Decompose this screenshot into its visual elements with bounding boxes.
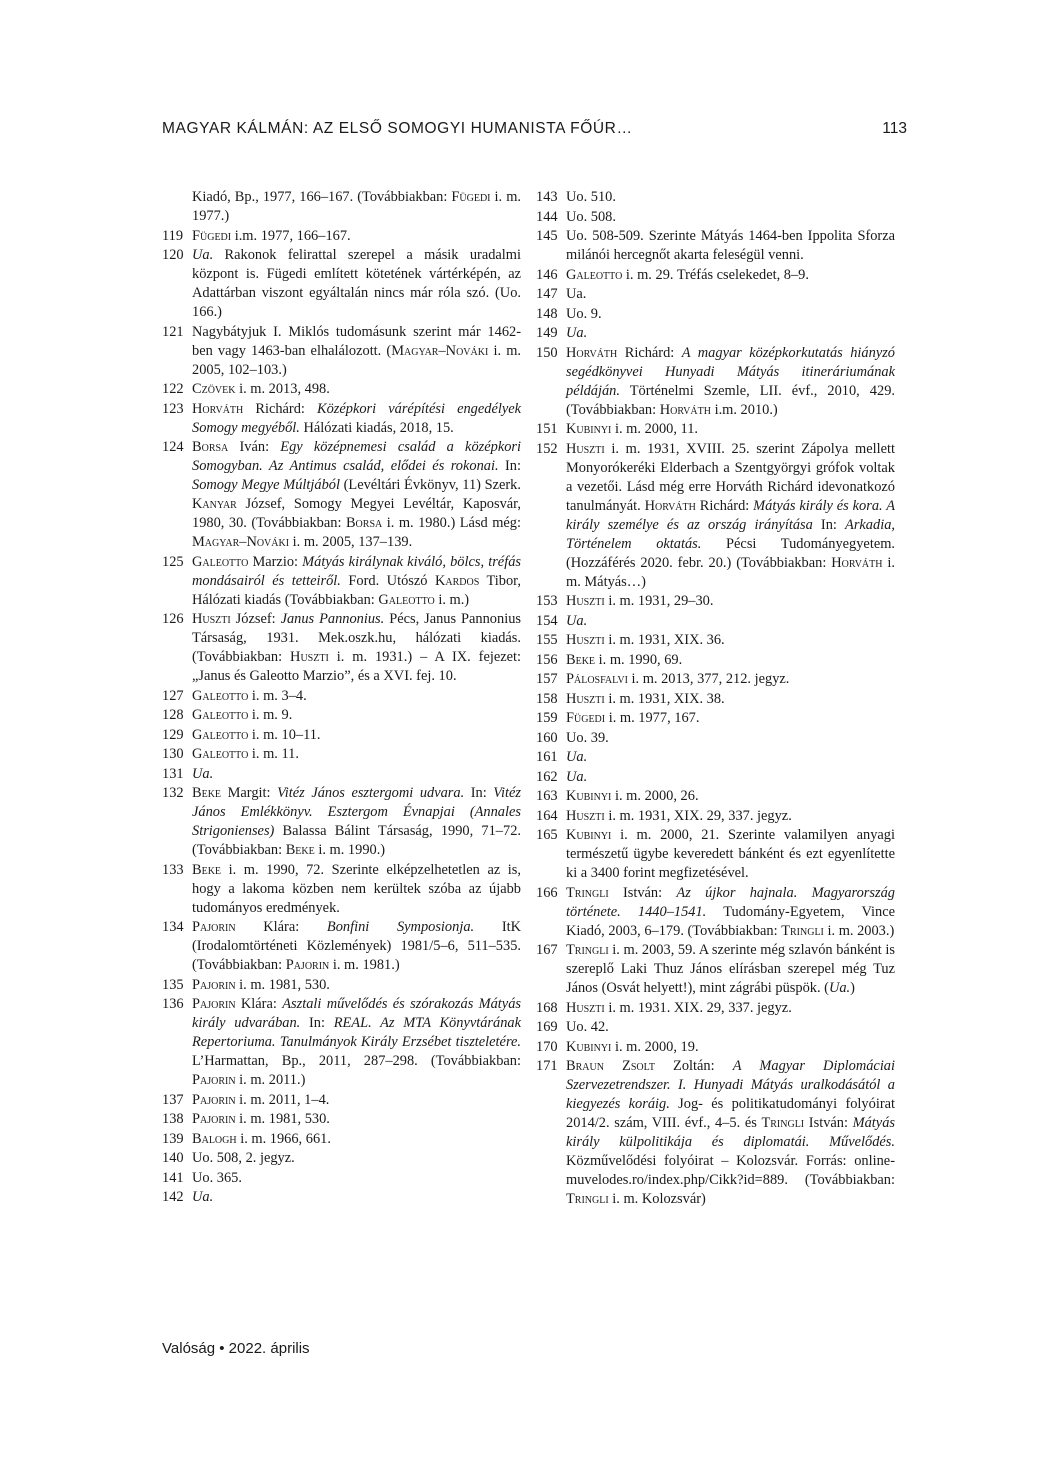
footnote-text: Fügedi i. m. 1977, 167.: [566, 710, 700, 726]
footnote: [536, 670, 895, 689]
footnote-number: 135: [162, 976, 184, 993]
footnote: [162, 1169, 521, 1188]
footnote-text: Pajorin i. m. 1981, 530.: [192, 976, 330, 993]
footnote-number: 139: [162, 1130, 184, 1147]
footnote-number: 151: [536, 421, 558, 437]
footnote-number: 158: [536, 690, 558, 707]
footnote: [162, 765, 521, 784]
footnote: [536, 787, 895, 806]
footnote: [162, 610, 521, 686]
footnote: [536, 729, 895, 748]
footnote-number: 155: [536, 632, 558, 648]
footnote: [162, 1149, 521, 1168]
footnote-number: 162: [536, 768, 558, 785]
footnote-number: 157: [536, 671, 558, 687]
footnote-text: Galeotto i. m. 9.: [192, 707, 293, 723]
footnote-number: 171: [536, 1058, 558, 1074]
footnote-number: 143: [536, 189, 558, 205]
footnote: [162, 188, 521, 226]
footnote-text: Ua.: [566, 286, 587, 302]
footnote-number: 168: [536, 999, 558, 1016]
footnote: [536, 807, 895, 826]
footnote-text: Czövek i. m. 2013, 498.: [192, 381, 330, 397]
footnote-number: 124: [162, 439, 184, 455]
footnote-number: 163: [536, 788, 558, 804]
footnote-text: Horváth Richárd: Középkori várépítési engedélyek Somogy megyéből. Hálózati kiadás, 2018, 15.: [192, 400, 521, 436]
footnote: [162, 323, 521, 380]
footnote-text: Kubinyi i. m. 2000, 21. Szerinte valamilyen anyagi természetű ügybe keveredett bánként és ezt egyenlítette ki a 3400 forint megfizetésével.: [566, 827, 895, 881]
footnote: [162, 918, 521, 975]
footnote-text: Balogh i. m. 1966, 661.: [192, 1130, 331, 1147]
footnote-text: Fügedi i.m. 1977, 166–167.: [192, 227, 351, 244]
footnote-text: Beke i. m. 1990, 72. Szerinte elképzelhetetlen az is, hogy a lakoma közben nem kerültek szóba az újabb tudományos eredmények.: [192, 861, 521, 916]
footnote: [162, 976, 521, 995]
page-footer: Valóság • 2022. április: [162, 1340, 310, 1357]
footnote-number: 126: [162, 611, 184, 627]
footnote-number: 133: [162, 861, 184, 878]
footnote: [536, 440, 895, 592]
footnote-text: Ua.: [192, 765, 214, 782]
footnote-text: Beke Margit: Vitéz János esztergomi udvara. In: Vitéz János Emlékkönyv. Esztergom Évnapjai (Annales Strigonienses) Balassa Bálint Társaság, 1990, 71–72. (Továbbiakban: Beke i. m. 1990.): [192, 785, 521, 858]
footnote-text: Pajorin i. m. 2011, 1–4.: [192, 1091, 330, 1108]
footnote-number: 164: [536, 807, 558, 824]
footnote: [536, 266, 895, 285]
footnote-text: Uo. 365.: [192, 1169, 242, 1186]
footnote-number: 170: [536, 1038, 558, 1055]
footnote-number: 119: [162, 227, 184, 244]
footnote: [536, 1038, 895, 1057]
footnote-number: 147: [536, 286, 558, 302]
footnote: [536, 631, 895, 650]
footnote: [162, 745, 521, 764]
running-header: [162, 120, 907, 144]
footnote: [536, 344, 895, 420]
footnote-text: Huszti i. m. 1931, XVIII. 25. szerint Zápolya mellett Monyorókeréki Elderbach a Szentgyörgyi grófok voltak a vezetői. Lásd még erre Horváth Richárd idevonatkozó tanulmányát. Horváth Richárd: Mátyás király és kora. A király személye és az ország irányítása In: Arkadia, Történelem oktatás. Pécsi Tudományegyetem. (Hozzáférés 2020. febr. 20.) (Továbbiakban: Horváth i. m. Mátyás…): [566, 440, 895, 590]
footnote-number: 127: [162, 687, 184, 704]
footnote-text: Horváth Richárd: A magyar középkorkutatás hiányzó segédkönyvei Hunyadi Mátyás itineráriumának példáján. Történelmi Szemle, LII. évf., 2010, 429. (Továbbiakban: Horváth i.m. 2010.): [566, 344, 895, 418]
footnote: [536, 826, 895, 883]
footnote: [162, 1091, 521, 1110]
footnote: [162, 553, 521, 610]
footnote-text: Pajorin Klára: Bonfini Symposionja. ItK (Irodalomtörténeti Közlemények) 1981/5–6, 511–535. (Továbbiakban: Pajorin i. m. 1981.): [192, 919, 521, 973]
page-number: 113: [882, 120, 907, 137]
footnote-number: 149: [536, 325, 558, 341]
footnote-text: Huszti i. m. 1931. XIX. 29, 337. jegyz.: [566, 999, 792, 1016]
footnote-number: 125: [162, 553, 184, 570]
footnote: [162, 227, 521, 246]
footnote-text: Pajorin i. m. 1981, 530.: [192, 1111, 330, 1127]
footnote-text: Uo. 9.: [566, 305, 602, 322]
footnote-number: 137: [162, 1091, 184, 1108]
footnote: [536, 999, 895, 1018]
footnote: [162, 438, 521, 552]
footnote-text: Beke i. m. 1990, 69.: [566, 651, 683, 668]
footnote: [536, 612, 895, 631]
footnote: [536, 285, 895, 304]
footnote-text: Borsa Iván: Egy középnemesi család a középkori Somogyban. Az Antimus család, elődei és rokonai. In: Somogy Megye Múltjából (Levéltári Évkönyv, 11) Szerk. Kanyar József, Somogy Megyei Levéltár, Kaposvár, 1980, 30. (Továbbiakban: Borsa i. m. 1980.) Lásd még: Magyar–Nováki i. m. 2005, 137–139.: [192, 439, 522, 550]
footnote-number: 138: [162, 1111, 184, 1127]
footnote-text: Kiadó, Bp., 1977, 166–167. (Továbbiakban: Fügedi i. m. 1977.): [192, 189, 521, 224]
footnote: [536, 420, 895, 439]
footnote: [536, 592, 895, 611]
footnote-number: 146: [536, 266, 558, 283]
footnotes-right-column: [536, 188, 895, 1210]
footnote-number: 144: [536, 208, 558, 225]
footnote-text: Huszti i. m. 1931, XIX. 36.: [566, 632, 725, 648]
footnote-number: 165: [536, 827, 558, 843]
footnotes-left-column: [162, 188, 521, 1208]
footnote-text: Galeotto i. m. 3–4.: [192, 687, 307, 704]
footnote-text: Ua.: [566, 768, 588, 785]
footnote-text: Ua.: [566, 325, 588, 341]
footnote: [536, 227, 895, 265]
footnote: [162, 400, 521, 438]
footnote-text: Kubinyi i. m. 2000, 26.: [566, 788, 699, 804]
footnote-number: 123: [162, 400, 184, 417]
footnote-number: 154: [536, 612, 558, 629]
footnote-number: 121: [162, 323, 184, 340]
footnote-number: 130: [162, 746, 184, 762]
footnote: [162, 995, 521, 1090]
footnote-text: Galeotto i. m. 11.: [192, 746, 299, 762]
footnote-text: Huszti i. m. 1931, XIX. 29, 337. jegyz.: [566, 807, 792, 824]
running-title: MAGYAR KÁLMÁN: AZ ELSŐ SOMOGYI HUMANISTA FŐÚR…: [162, 120, 633, 137]
footnote-number: 159: [536, 710, 558, 726]
footnote: [162, 380, 521, 399]
footnote: [536, 324, 895, 343]
footnote: [536, 748, 895, 767]
footnote-number: 152: [536, 440, 558, 457]
footnote-text: Pálosfalvi i. m. 2013, 377, 212. jegyz.: [566, 671, 790, 687]
footnote-text: Ua.: [566, 612, 588, 629]
footnote: [536, 208, 895, 227]
footnote-number: 128: [162, 707, 184, 723]
footnote: [162, 726, 521, 745]
footnote-number: 145: [536, 228, 558, 244]
footnote: [536, 1018, 895, 1037]
footnote: [536, 188, 895, 207]
footnote: [162, 687, 521, 706]
footnote-text: Ua.: [192, 1189, 214, 1205]
footnote-number: 142: [162, 1189, 184, 1205]
footnote: [536, 884, 895, 941]
footnote-text: Kubinyi i. m. 2000, 11.: [566, 421, 699, 437]
footnote-number: 161: [536, 749, 558, 765]
footnote-number: 169: [536, 1019, 558, 1035]
footnote-text: Uo. 508.: [566, 208, 616, 225]
footnote-number: 148: [536, 305, 558, 322]
footnote-text: Galeotto i. m. 10–11.: [192, 726, 321, 743]
footnote: [536, 709, 895, 728]
footnote: [162, 861, 521, 918]
footnote: [162, 246, 521, 322]
footnote-text: Huszti i. m. 1931, 29–30.: [566, 593, 714, 609]
footnote: [536, 768, 895, 787]
footnote-text: Pajorin Klára: Asztali művelődés és szórakozás Mátyás király udvarában. In: REAL. Az MTA Könyvtárának Repertoriuma. Tanulmányok Király Erzsébet tiszteletére. L’Harmattan, Bp., 2011, 287–298. (Továbbiakban: Pajorin i. m. 2011.): [192, 996, 521, 1088]
footnote-text: Uo. 42.: [566, 1019, 609, 1035]
footnote-text: Uo. 508-509. Szerinte Mátyás 1464-ben Ippolita Sforza milánói hercegnőt akarta feleségül venni.: [566, 228, 895, 263]
footnote-text: Huszti József: Janus Pannonius. Pécs, Janus Pannonius Társaság, 1931. Mek.oszk.hu, hálózati kiadás. (Továbbiakban: Huszti i. m. 1931.) – A IX. fejezet: „Janus és Galeotto Marzio”, és a XVI. fej. 10.: [192, 611, 522, 684]
footnote-number: 153: [536, 593, 558, 609]
footnote-text: Tringli István: Az újkor hajnala. Magyarország története. 1440–1541. Tudomány-Egyetem, Vince Kiadó, 2003, 6–179. (Továbbiakban: Tringli i. m. 2003.): [566, 884, 895, 939]
footnote-number: 140: [162, 1150, 184, 1166]
footnote: [162, 1110, 521, 1129]
footnote-text: Nagybátyjuk I. Miklós tudomásunk szerint már 1462-ben vagy 1463-ban elhalálozott. (Magyar–Nováki i. m. 2005, 102–103.): [192, 323, 521, 378]
footnote: [162, 784, 521, 860]
footnote-number: 136: [162, 996, 184, 1012]
footnote: [536, 941, 895, 998]
footnote-text: Uo. 510.: [566, 189, 616, 205]
footnote-number: 129: [162, 726, 184, 743]
footnote-number: 132: [162, 785, 184, 801]
footnote: [536, 305, 895, 324]
footnote-number: 122: [162, 381, 184, 397]
footnote: [162, 706, 521, 725]
footnote: [162, 1130, 521, 1149]
footnote-number: 141: [162, 1169, 184, 1186]
footnote-text: Galeotto i. m. 29. Tréfás cselekedet, 8–9.: [566, 266, 809, 283]
footnote-text: Huszti i. m. 1931, XIX. 38.: [566, 690, 725, 707]
footnote: [162, 1188, 521, 1207]
footnote-number: 150: [536, 344, 558, 361]
footnote-number: 156: [536, 651, 558, 668]
footnote-text: Kubinyi i. m. 2000, 19.: [566, 1038, 699, 1055]
footnote-text: Ua.: [566, 749, 588, 765]
footnote-text: Tringli i. m. 2003, 59. A szerinte még szlavón bánként is szereplő Laki Thuz János elírásban szerepel még Tuz János (Osvát helyett!), mint zágrábi püspök. (Ua.): [566, 942, 895, 996]
footnote-text: Uo. 508, 2. jegyz.: [192, 1150, 295, 1166]
footnote-number: 134: [162, 919, 184, 935]
footnote-number: 167: [536, 942, 558, 958]
footnote-number: 131: [162, 765, 184, 782]
footnote-number: 160: [536, 729, 558, 746]
footnote-text: Braun Zsolt Zoltán: A Magyar Diplomáciai Szervezetrendszer. I. Hunyadi Mátyás uralkodásától a kiegyezés koráig. Jog- és politikatudományi folyóirat 2014/2. szám, VIII. évf., 4–5. és Tringli István: Mátyás király külpolitikája és diplomatái. Művelődés. Közművelődési folyóirat – Kolozsvár. Forrás: online-muvelodes.ro/index.php/Cikk?id=889. (Továbbiakban: Tringli i. m. Kolozsvár): [566, 1058, 896, 1207]
footnote: [536, 651, 895, 670]
footnote-number: 120: [162, 247, 184, 263]
footnote: [536, 690, 895, 709]
footnote-number: 166: [536, 884, 558, 901]
footnote-text: Galeotto Marzio: Mátyás királynak kiváló, bölcs, tréfás mondásairól és tetteiről. Ford. Utószó Kardos Tibor, Hálózati kiadás (Továbbiakban: Galeotto i. m.): [192, 553, 521, 608]
footnote: [536, 1057, 895, 1209]
footnote-text: Ua. Rakonok felirattal szerepel a másik uradalmi központ is. Fügedi említett kötetének vártérképén, az Adattárban viszont egyáltalán nincs már róla szó. (Uo. 166.): [192, 247, 521, 320]
footnote-text: Uo. 39.: [566, 729, 609, 746]
